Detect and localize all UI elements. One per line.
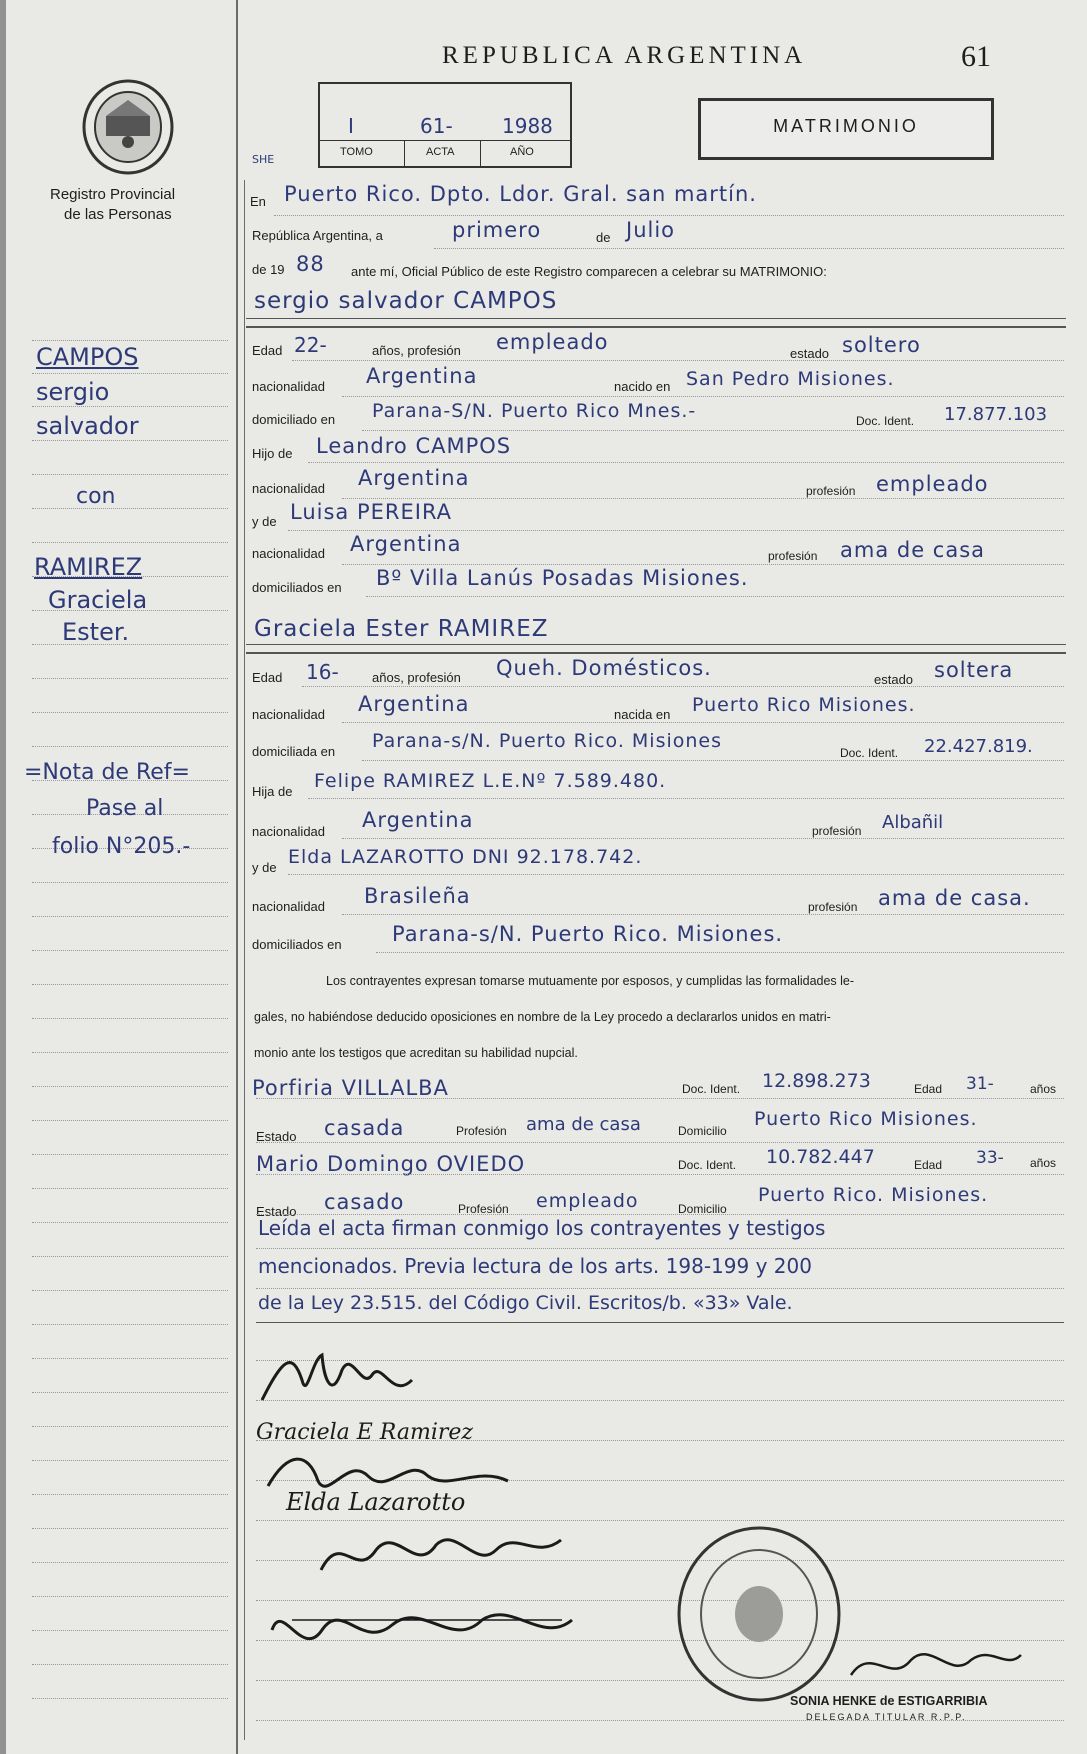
groom-edad: 22- [294, 333, 327, 357]
groom-full-name: sergio salvador CAMPOS [254, 288, 558, 314]
bride-doc: 22.427.819. [924, 736, 1033, 757]
statement: ante mí, Oficial Público de este Registro comparecen a celebrar su MATRIMONIO: [351, 264, 827, 279]
groom-father-nac: Argentina [358, 466, 470, 490]
bride-father-prof: Albañil [882, 812, 944, 833]
signature-witness1 [262, 1590, 582, 1670]
declaration-line1: Los contrayentes expresan tomarse mutuamente por esposos, y cumplidas las formalidades le- [326, 974, 855, 988]
groom-nacido: San Pedro Misiones. [686, 368, 895, 390]
witness2-doc: 10.782.447 [766, 1146, 875, 1168]
groom-nacionalidad: Argentina [366, 364, 478, 388]
officer-name: SONIA HENKE de ESTIGARRIBIA [790, 1694, 988, 1708]
groom-profesion: empleado [496, 330, 609, 354]
bride-domicilio: Parana-s/N. Puerto Rico. Misiones [372, 730, 723, 752]
groom-anos-profesion-label: años, profesión [372, 343, 461, 358]
signature-bride-mother-text: Elda Lazarotto [286, 1488, 466, 1516]
groom-edad-label: Edad [252, 343, 283, 358]
witness1-anos-label: años [1030, 1082, 1057, 1096]
officer-title: DELEGADA TITULAR R.P.P. [806, 1712, 967, 1722]
margin-note-line2: Pase al [86, 796, 164, 821]
closing-line1: Leída el acta firman conmigo los contrayentes y testigos [258, 1216, 826, 1240]
bride-mother-prof: ama de casa. [878, 886, 1031, 910]
acta-value: 61- [420, 114, 453, 138]
year-label: de 19 [252, 262, 285, 277]
marriage-certificate-page [6, 0, 1087, 1754]
groom-nacido-label: nacido en [614, 379, 671, 394]
registry-name-line2: de las Personas [64, 206, 172, 223]
signature-groom [252, 1340, 422, 1420]
declaration-line2: gales, no habiéndose deducido oposiciones en nombre de la Ley procedo a declararlos unidos en matri- [254, 1010, 831, 1024]
witness2-edad: 33- [976, 1148, 1004, 1168]
bride-full-name: Graciela Ester RAMIREZ [254, 616, 549, 642]
margin-note-line3: folio N°205.- [52, 834, 191, 859]
groom-father-prof-label: profesión [806, 484, 856, 498]
bride-nacida-label: nacida en [614, 707, 671, 722]
witness1-profesion: ama de casa [526, 1114, 641, 1135]
groom-mother-prof: ama de casa [840, 538, 986, 562]
en-label: En [250, 194, 266, 209]
signature-bride-text: Graciela E Ramirez [256, 1420, 473, 1445]
groom-father-prof: empleado [876, 472, 989, 496]
groom-father: Leandro CAMPOS [316, 434, 512, 458]
ano-value: 1988 [502, 114, 553, 138]
bride-edad-label: Edad [252, 670, 283, 685]
bride-father-prof-label: profesión [812, 824, 862, 838]
official-seal-icon [674, 1524, 844, 1704]
groom-father-label: Hijo de [252, 446, 293, 461]
bride-doc-label: Doc. Ident. [840, 746, 899, 760]
closing-line3: de la Ley 23.515. del Código Civil. Escritos/b. «33» Vale. [258, 1292, 793, 1314]
bride-mother-nac: Brasileña [364, 884, 471, 908]
bride-mother-nac-label: nacionalidad [252, 899, 326, 914]
margin-rule [236, 0, 238, 1754]
groom-doc-label: Doc. Ident. [856, 414, 915, 428]
groom-estado: soltero [842, 333, 921, 357]
groom-domicilio: Parana-S/N. Puerto Rico Mnes.- [372, 400, 697, 422]
tomo-value: I [348, 114, 354, 138]
groom-estado-label: estado [790, 346, 830, 361]
margin-groom-name2: salvador [36, 412, 139, 440]
groom-mother-nac-label: nacionalidad [252, 546, 326, 561]
witness2-name: Mario Domingo OVIEDO [256, 1152, 526, 1176]
republica-label: República Argentina, a [252, 228, 383, 243]
witness2-domicilio: Puerto Rico. Misiones. [758, 1184, 989, 1206]
ano-label: AÑO [510, 146, 534, 158]
closing-line2: mencionados. Previa lectura de los arts. 198-199 y 200 [258, 1254, 812, 1278]
bride-estado-label: estado [874, 672, 914, 687]
margin-groom-name1: sergio [36, 378, 110, 406]
marriage-day: primero [452, 218, 542, 242]
misiones-seal-icon [76, 76, 180, 178]
bride-estado: soltera [934, 658, 1014, 682]
declaration-line3: monio ante los testigos que acreditan su habilidad nupcial. [254, 1046, 578, 1060]
bride-mother-prof-label: profesión [808, 900, 858, 914]
bride-nacionalidad-label: nacionalidad [252, 707, 326, 722]
margin-con: con [76, 484, 116, 509]
groom-mother-prof-label: profesión [768, 549, 818, 563]
witness1-estado-label: Estado [256, 1129, 297, 1144]
bride-parents-dom: Parana-s/N. Puerto Rico. Misiones. [392, 922, 784, 946]
groom-father-nac-label: nacionalidad [252, 481, 326, 496]
groom-mother-nac: Argentina [350, 532, 462, 556]
bride-mother-label: y de [252, 860, 277, 875]
witness2-estado: casado [324, 1190, 405, 1214]
marriage-place: Puerto Rico. Dpto. Ldor. Gral. san martín. [284, 182, 757, 206]
witness2-edad-label: Edad [914, 1158, 943, 1172]
bride-mother: Elda LAZAROTTO DNI 92.178.742. [288, 846, 643, 868]
act-type-label: MATRIMONIO [773, 116, 919, 136]
witness1-prof-label: Profesión [456, 1124, 507, 1138]
margin-bride-name2: Ester. [62, 618, 130, 646]
groom-parents-dom-label: domiciliados en [252, 580, 342, 595]
country-heading: REPUBLICA ARGENTINA [442, 42, 807, 69]
marriage-month: Julio [626, 218, 676, 242]
signature-witness2 [316, 1520, 566, 1590]
volume-box [318, 82, 572, 168]
groom-doc: 17.877.103 [944, 404, 1048, 425]
witness2-dom-label: Domicilio [678, 1202, 727, 1216]
witness1-edad-label: Edad [914, 1082, 943, 1096]
margin-note-line1: =Nota de Ref= [24, 760, 190, 785]
signature-bride [256, 1420, 473, 1445]
small-note: SHE [252, 153, 275, 166]
margin-bride-name1: Graciela [48, 586, 148, 614]
registry-name-line1: Registro Provincial [50, 186, 176, 203]
body-left-rule [244, 180, 245, 1740]
groom-domicilio-label: domiciliado en [252, 412, 336, 427]
witness1-name: Porfiria VILLALBA [252, 1076, 449, 1100]
signature-officer [846, 1640, 1026, 1690]
bride-nacida: Puerto Rico Misiones. [692, 694, 916, 716]
margin-groom-surname: CAMPOS [36, 343, 139, 371]
acta-label: ACTA [426, 146, 455, 158]
bride-father-label: Hija de [252, 784, 293, 799]
witness1-edad: 31- [966, 1074, 994, 1094]
bride-profesion: Queh. Domésticos. [496, 656, 712, 680]
witness2-doc-label: Doc. Ident. [678, 1158, 737, 1172]
bride-nacionalidad: Argentina [358, 692, 470, 716]
bride-dom-label: domiciliada en [252, 744, 336, 759]
groom-nacionalidad-label: nacionalidad [252, 379, 326, 394]
act-type-box [698, 98, 994, 160]
margin-bride-surname: RAMIREZ [34, 553, 143, 581]
bride-anos-profesion-label: años, profesión [372, 670, 461, 685]
year-suffix: 88 [296, 252, 325, 276]
witness1-dom-label: Domicilio [678, 1124, 727, 1138]
signature-bride-mother [286, 1488, 465, 1516]
witness2-anos-label: años [1030, 1156, 1057, 1170]
bride-parents-dom-label: domiciliados en [252, 937, 342, 952]
bride-edad: 16- [306, 660, 339, 684]
tomo-label: TOMO [340, 146, 373, 158]
groom-parents-dom: Bº Villa Lanús Posadas Misiones. [376, 566, 749, 590]
witness1-estado: casada [324, 1116, 405, 1140]
witness2-estado-label: Estado [256, 1204, 297, 1219]
witness1-domicilio: Puerto Rico Misiones. [754, 1108, 978, 1130]
witness2-prof-label: Profesión [458, 1202, 509, 1216]
de-label: de [596, 230, 611, 245]
bride-father-nac-label: nacionalidad [252, 824, 326, 839]
witness1-doc: 12.898.273 [762, 1070, 871, 1092]
bride-father: Felipe RAMIREZ L.E.Nº 7.589.480. [314, 770, 667, 792]
witness2-profesion: empleado [536, 1190, 639, 1212]
bride-father-nac: Argentina [362, 808, 474, 832]
page-number: 61 [961, 40, 991, 73]
witness1-doc-label: Doc. Ident. [682, 1082, 741, 1096]
groom-mother-label: y de [252, 514, 277, 529]
groom-mother: Luisa PEREIRA [290, 500, 453, 524]
